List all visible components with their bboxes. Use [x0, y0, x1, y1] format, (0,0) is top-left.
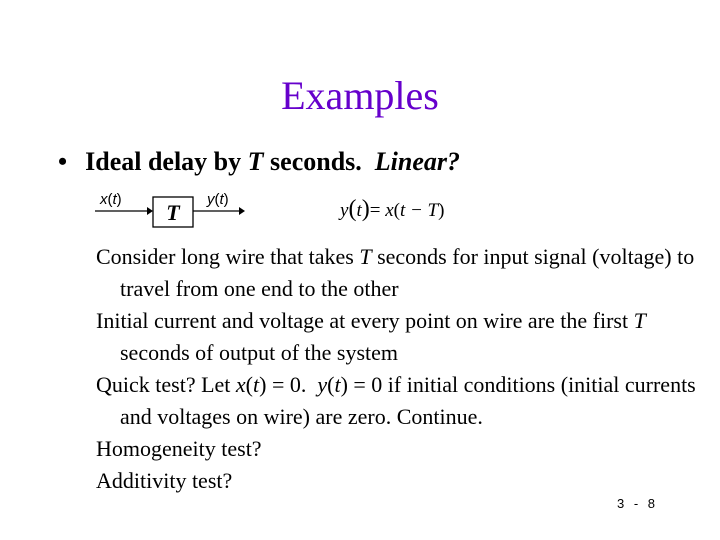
delay-block-diagram	[95, 185, 475, 235]
p3-y: y	[317, 372, 328, 397]
slide-title: Examples	[281, 73, 439, 118]
bullet-text-var: T	[247, 147, 264, 176]
input-signal-label: x(t)	[100, 191, 122, 208]
p3-text-c: ) = 0.	[259, 372, 318, 397]
bullet-text-post: seconds.	[263, 147, 362, 176]
p3-text-e: ) = 0 if initial conditions (initial currents and voltages on wire) are zero. Continue.	[120, 372, 696, 429]
p3-text-a: Quick test? Let	[96, 372, 236, 397]
p3-t1: t	[253, 372, 260, 397]
output-signal-label: y(t)	[207, 191, 229, 208]
p3-text-b: (	[245, 372, 253, 397]
p2-text-b: seconds of output of the system	[120, 340, 399, 365]
bullet-question: Linear?	[374, 147, 461, 176]
p2-text-a: Initial current and voltage at every point on wire are the first	[96, 308, 634, 333]
bullet-ideal-delay	[58, 146, 460, 178]
p3-t2: t	[334, 372, 341, 397]
p2-var: T	[633, 308, 646, 333]
delay-block-label: T	[166, 200, 180, 225]
bullet-marker: •	[58, 147, 68, 176]
paragraph-initial-conditions	[96, 305, 696, 369]
delay-equation: y(t)= x(t − T)	[340, 196, 445, 222]
output-arrowhead	[239, 207, 245, 215]
paragraph-quick-test	[96, 369, 696, 433]
p1-text-a: Consider long wire that takes	[96, 244, 360, 269]
bullet-text-pre: Ideal delay by	[85, 147, 248, 176]
slide-body	[96, 241, 696, 497]
p3-text-d: (	[327, 372, 335, 397]
input-arrowhead	[147, 207, 153, 215]
p1-var: T	[359, 244, 372, 269]
p1-text-b: seconds for input signal (voltage) to travel from one end to the other	[120, 244, 695, 301]
delay-diagram-svg	[95, 185, 475, 235]
paragraph-homogeneity: Homogeneity test?	[96, 436, 262, 461]
paragraph-additivity: Additivity test?	[96, 468, 233, 493]
paragraph-long-wire	[96, 241, 696, 305]
page-number: 3 - 8	[616, 496, 658, 511]
p3-x: x	[235, 372, 246, 397]
